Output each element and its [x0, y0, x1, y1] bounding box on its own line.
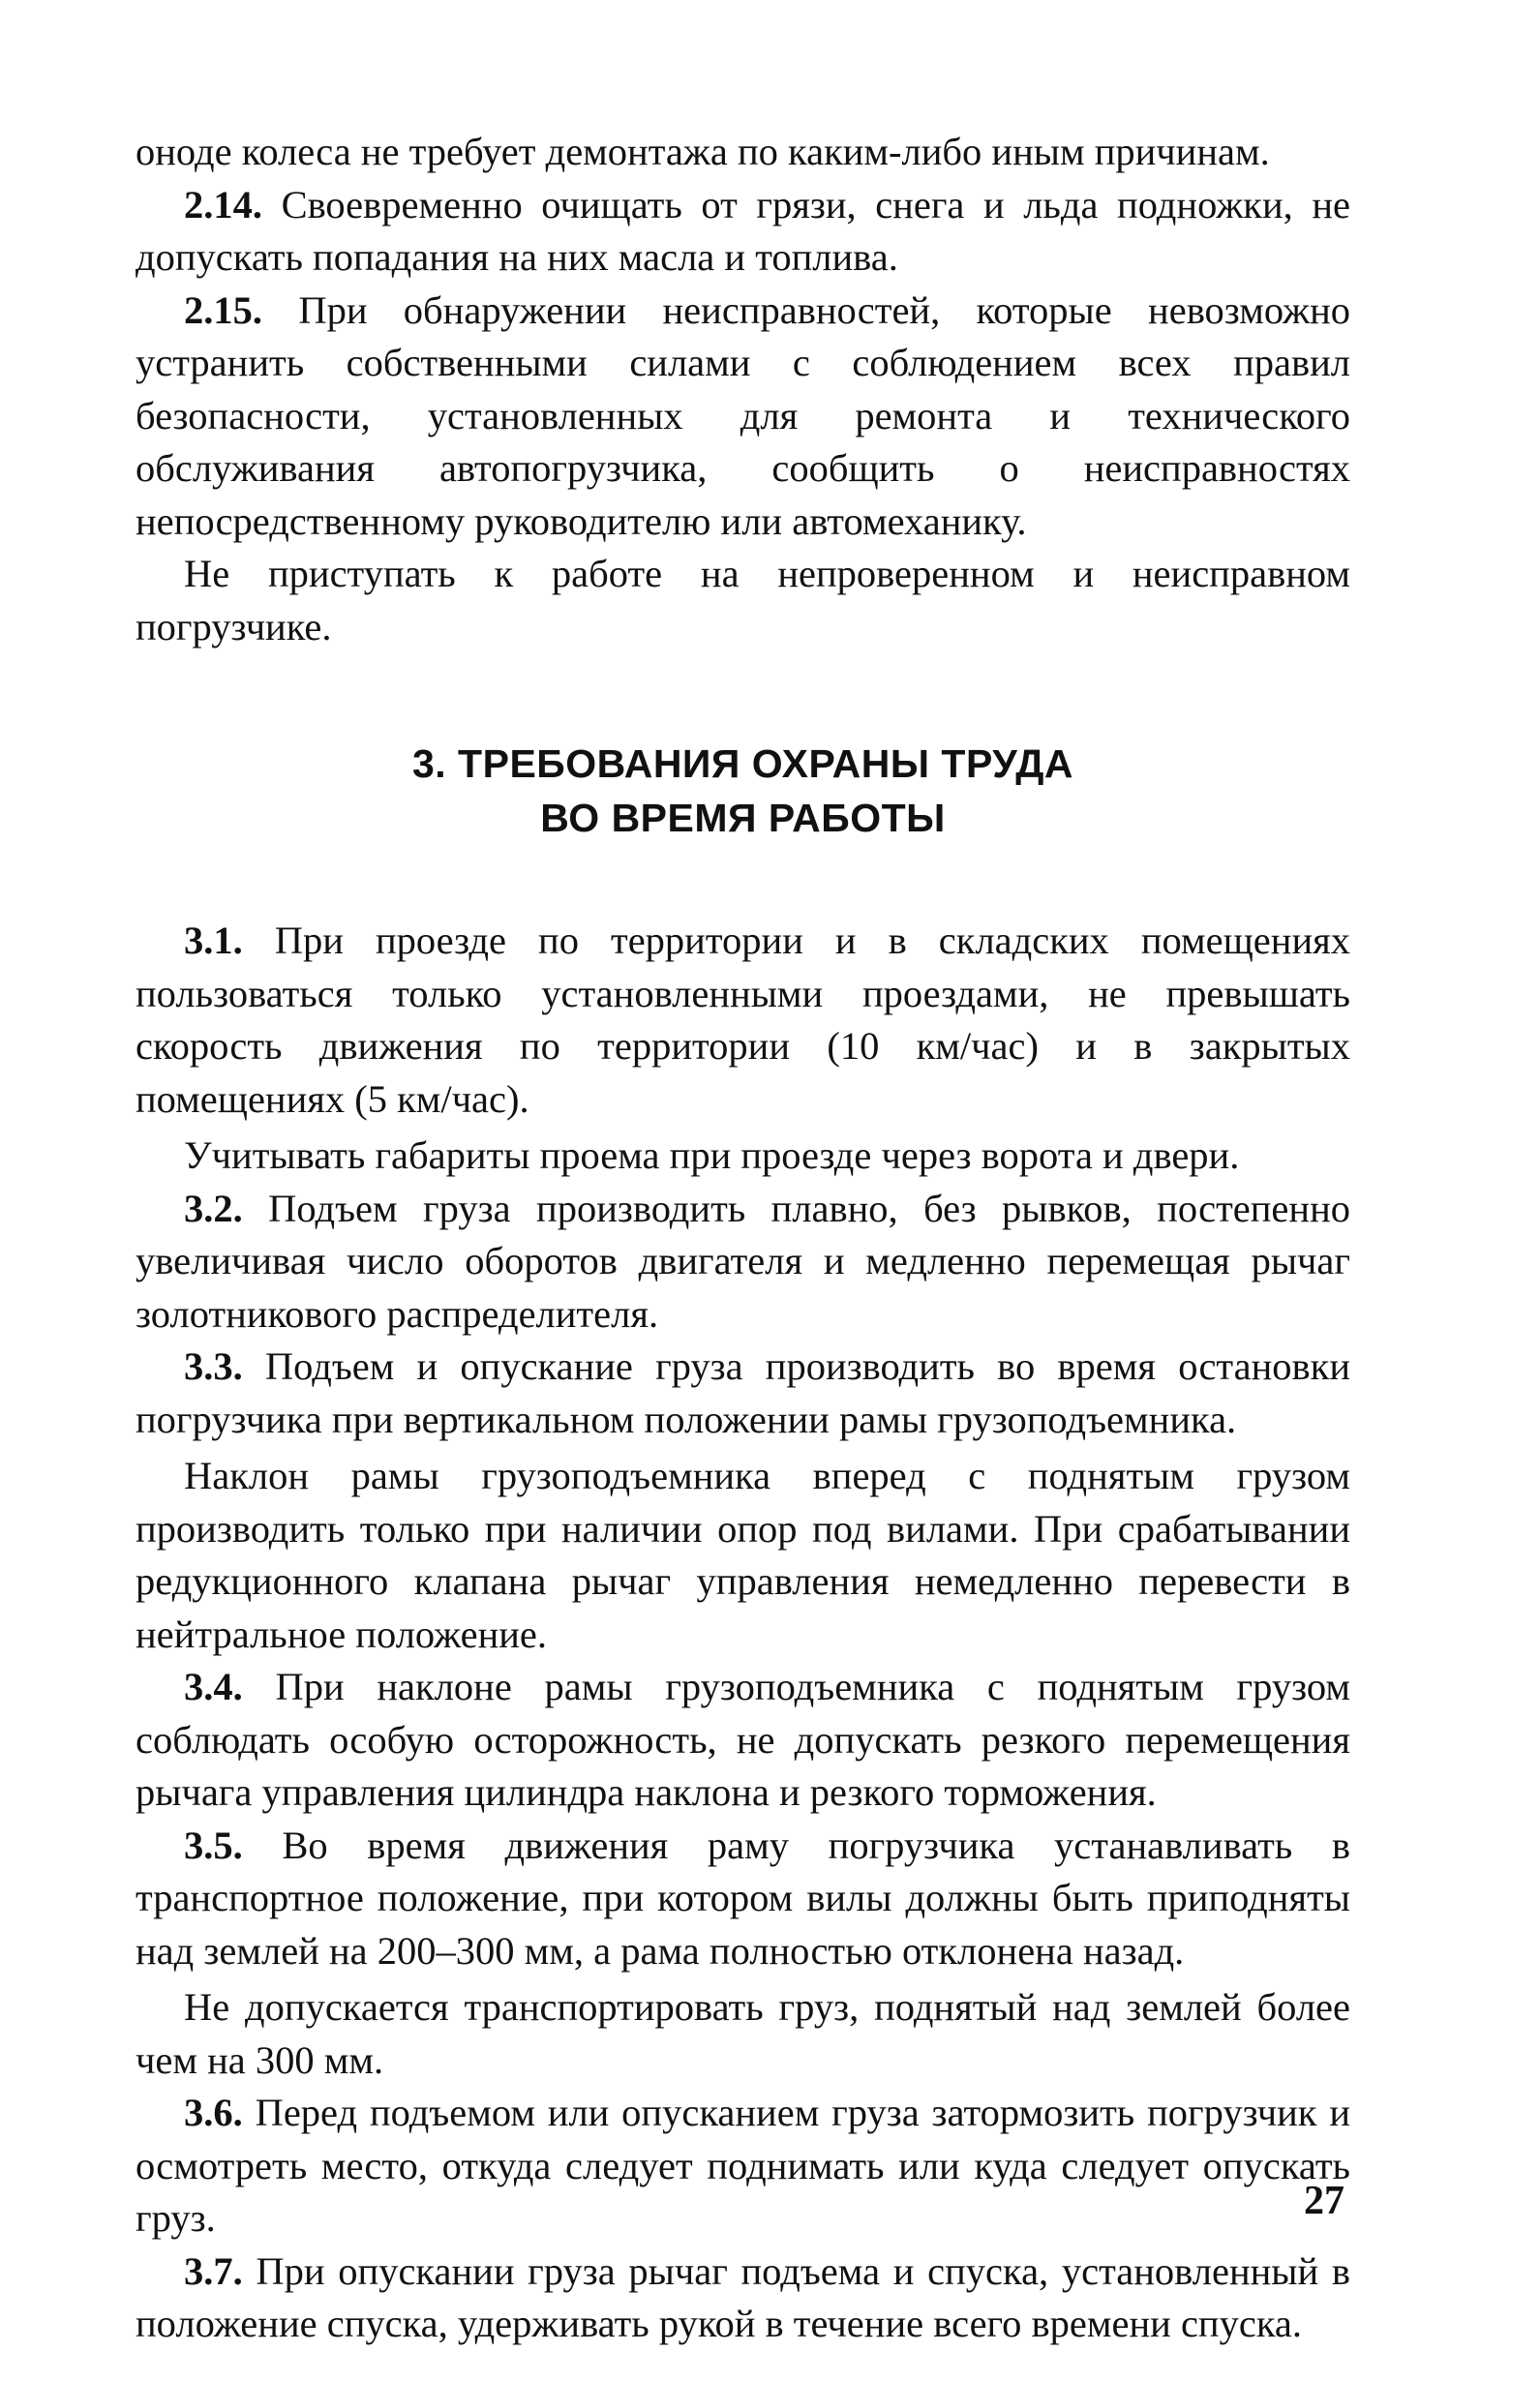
- paragraph-3-3-note: [136, 1450, 1350, 1661]
- paragraph-text: При обнаружении неисправностей, которые невозможно устранить собственными силами с соблюдением всех правил безопасности, установленных для ремонта и технического обслуживания автопогрузчика, сообщить о неисправностях непосредственному руководителю или автомеханику.: [136, 287, 1350, 543]
- paragraph-number: 3.1.: [184, 919, 243, 962]
- paragraph-text: Перед подъемом или опусканием груза затормозить погрузчик и осмотреть место, откуда следует поднимать или куда следует опускать груз.: [136, 2091, 1350, 2240]
- paragraph-3-1: [136, 915, 1350, 1126]
- heading-line-1: 3. ТРЕБОВАНИЯ ОХРАНЫ ТРУДА: [411, 741, 1074, 786]
- paragraph-text: При опускании груза рычаг подъема и спуска, установленный в положение спуска, удерживать рукой в течение всего времени спуска.: [136, 2248, 1350, 2345]
- section-heading: [136, 737, 1350, 845]
- paragraph-3-6: [136, 2087, 1350, 2246]
- section-3: [136, 915, 1350, 2351]
- paragraph-text: Не допускается транспортировать груз, поднятый над землей более чем на 300 мм.: [136, 1985, 1350, 2082]
- paragraph-text: Своевременно очищать от грязи, снега и льда подножки, не допускать попадания на них масла и топлива.: [136, 182, 1350, 279]
- paragraph-number: 3.6.: [184, 2091, 243, 2134]
- paragraph-text: Подъем и опускание груза производить во время остановки погрузчика при вертикальном положении рамы грузоподъемника.: [136, 1344, 1350, 1441]
- paragraph-text: оноде колеса не требует демонтажа по каким-либо иным причинам.: [136, 130, 1270, 173]
- paragraph-text: Наклон рамы грузоподъемника вперед с поднятым грузом производить только при наличии опор под вилами. При срабатывании редукционного клапана рычаг управления немедленно перевести в нейтральное положение.: [136, 1454, 1350, 1656]
- paragraph-text: При наклоне рамы грузоподъемника с поднятым грузом соблюдать особую осторожность, не допускать резкого перемещения рычага управления цилиндра наклона и резкого торможения.: [136, 1665, 1350, 1814]
- paragraph-number: 3.4.: [184, 1665, 243, 1708]
- paragraph-3-1-note: [136, 1130, 1350, 1183]
- paragraph-3-5-note: [136, 1981, 1350, 2087]
- document-page: [136, 126, 1350, 2351]
- paragraph-text: Учитывать габариты проема при проезде через ворота и двери.: [184, 1133, 1240, 1177]
- paragraph-number: 3.3.: [184, 1344, 243, 1388]
- paragraph-3-4: [136, 1661, 1350, 1820]
- paragraph-text: Подъем груза производить плавно, без рывков, постепенно увеличивая число оборотов двигателя и медленно перемещая рычаг золотникового распределителя.: [136, 1186, 1350, 1336]
- paragraph-text: Не приступать к работе на непроверенном и неисправном погрузчике.: [136, 552, 1350, 648]
- paragraph-number: 2.14.: [184, 182, 262, 226]
- paragraph-text: Во время движения раму погрузчика устанавливать в транспортное положение, при котором вилы должны быть приподняты над землей на 200–300 мм, а рама полностью отклонена назад.: [136, 1823, 1350, 1973]
- paragraph-number: 3.7.: [184, 2248, 243, 2293]
- paragraph-3-7: [136, 2246, 1350, 2351]
- paragraph-text: При проезде по территории и в складских помещениях пользоваться только установленными проездами, не превышать скорость движения по территории (10 км/час) и в закрытых помещениях (5 км/час).: [136, 919, 1350, 1121]
- heading-line-2: ВО ВРЕМЯ РАБОТЫ: [540, 796, 946, 840]
- paragraph-continuation: [136, 126, 1350, 179]
- paragraph-3-2: [136, 1183, 1350, 1342]
- paragraph-number: 3.5.: [184, 1823, 243, 1867]
- paragraph-2-15: [136, 285, 1350, 549]
- paragraph-2-14: [136, 179, 1350, 285]
- paragraph-warning: [136, 548, 1350, 653]
- paragraph-number: 3.2.: [184, 1186, 243, 1230]
- section-2-continued: [136, 126, 1350, 653]
- paragraph-3-5: [136, 1820, 1350, 1978]
- paragraph-3-3: [136, 1341, 1350, 1446]
- page-number: 27: [1304, 2179, 1344, 2223]
- paragraph-number: 2.15.: [184, 287, 262, 332]
